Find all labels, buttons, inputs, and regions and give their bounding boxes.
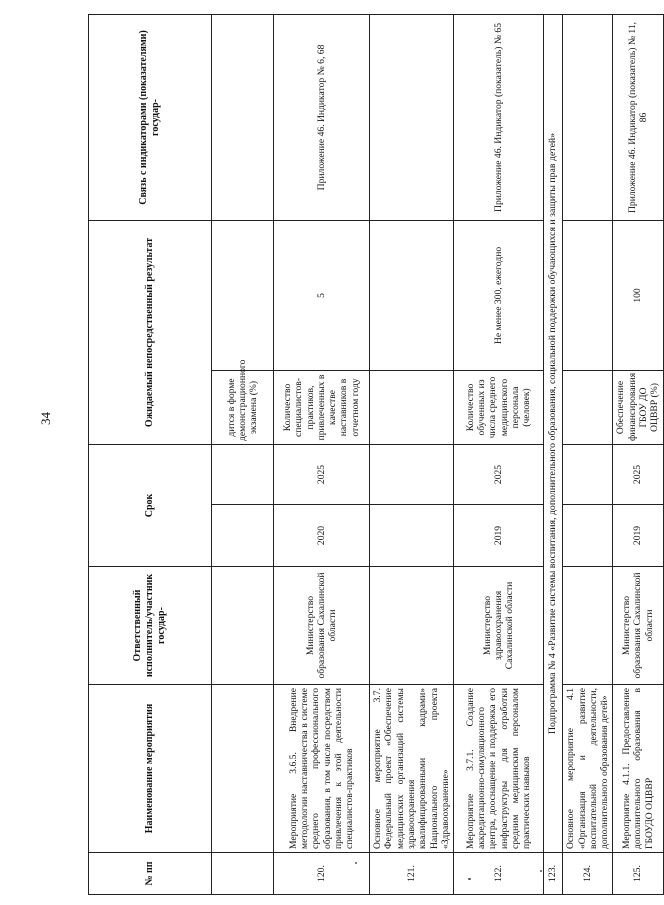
cell-value: [563, 220, 613, 370]
scan-speck: [355, 862, 357, 864]
rotated-page-content: [88, 15, 661, 895]
table-row: [274, 14, 370, 894]
header-num: № пп: [89, 853, 212, 895]
cell-name: Основное мероприятие 4.1 «Организация и развитие воспитательной деятельности, дополнительного образования детей»: [563, 685, 613, 853]
table-row: [613, 14, 663, 894]
cell-link: Приложение 46. Индикатор № 6, 68: [274, 14, 370, 220]
cell-name: Мероприятие 3.6.5. Внедрение методологии наставничества в системе среднего профессионального образования, в том числе посредством привлечения к этой деятельности специалистов-практиков: [274, 685, 370, 853]
cell-name: Мероприятие 4.1.1. Предоставление дополнительного образования в ГБОУДО ОЦВВР: [613, 685, 663, 853]
cell-start: [370, 505, 454, 567]
cell-end: [370, 444, 454, 504]
table-header-row: [89, 14, 212, 894]
cell-start: [563, 505, 613, 567]
program-measures-table: [88, 14, 664, 895]
cell-num: 120.: [274, 853, 370, 895]
scan-speck: [540, 870, 542, 872]
scan-speck: [468, 878, 471, 880]
cell-link: [563, 14, 613, 220]
cell-start: 2020: [274, 505, 370, 567]
table-row: [454, 14, 544, 894]
cell-end: 2025: [274, 444, 370, 504]
cell-end: 2025: [454, 444, 544, 504]
cell-end: 2025: [613, 444, 663, 504]
cell-indicator: Количество обученных из числа среднего медицинского персонала (человек): [454, 370, 544, 444]
cell-responsible: Министерство образования Сахалинской области: [274, 567, 370, 685]
table-row: [370, 14, 454, 894]
cell-responsible: [370, 567, 454, 685]
cell-responsible: Министерство образования Сахалинской области: [613, 567, 663, 685]
cell-value: Не менее 300, ежегодно: [454, 220, 544, 370]
cell-indicator: Обеспечение финансирования ГБОУ ДО ОЦВВР (%): [613, 370, 663, 444]
cell-indicator: Количество специалистов-практиков, привлеченных в качестве наставников в отчетном году: [274, 370, 370, 444]
table-row-continuation: [212, 14, 274, 894]
cell-num: 121.: [370, 853, 454, 895]
cell-responsible: Министерство здравоохранения Сахалинской области: [454, 567, 544, 685]
cell-value: 5: [274, 220, 370, 370]
cell-name: Мероприятие 3.7.1. Создание аккредитационно-симуляционного центра, дооснащение и поддержка его инфраструктуры для отработки средним медицинским персоналом практических навыков: [454, 685, 544, 853]
page-number: 34: [38, 412, 53, 425]
subprogram-title: Подпрограмма № 4 «Развитие системы воспитания, дополнительного образования, социальной поддержки обучающихся и защиты прав детей»: [544, 14, 563, 852]
cell-end: [563, 444, 613, 504]
header-term: Срок: [89, 444, 212, 566]
header-name: Наименование мероприятия: [89, 685, 212, 853]
cell-link: Приложение 46. Индикатор (показатель) № 65: [454, 14, 544, 220]
table-row-subprogram: [544, 14, 563, 894]
cell-num: 124.: [563, 853, 613, 895]
cell-link: [370, 14, 454, 220]
cell-value: [370, 220, 454, 370]
cell-value: 100: [613, 220, 663, 370]
header-result: Ожидаемый непосредственный результат: [89, 220, 212, 444]
cell-link: Приложение 46. Индикатор (показатель) № 11, 86: [613, 14, 663, 220]
cell-num: 122.: [454, 853, 544, 895]
table-row: [563, 14, 613, 894]
cell-num: 123.: [544, 853, 563, 895]
cell-indicator: [563, 370, 613, 444]
cell-num: 125.: [613, 853, 663, 895]
cell-responsible: [563, 567, 613, 685]
cell-start: 2019: [454, 505, 544, 567]
cell-indicator: [370, 370, 454, 444]
header-responsible: Ответственный исполнитель/участник государ-: [89, 567, 212, 685]
cell-indicator: дится в форме демонстрационного экзамена (%): [212, 370, 274, 444]
header-link: Связь с индикаторами (показателями) государ-: [89, 14, 212, 220]
cell-name: Основное мероприятие 3.7. Федеральный проект «Обеспечение медицинских организаций системы здравоохранения квалифицированными кадрами» Национального проекта «Здравоохранение»: [370, 685, 454, 853]
cell-start: 2019: [613, 505, 663, 567]
